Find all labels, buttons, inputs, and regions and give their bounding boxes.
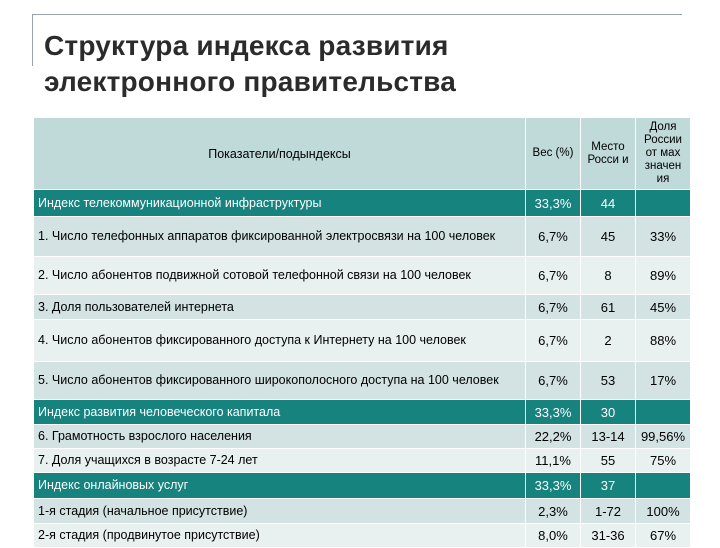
title-frame-left xyxy=(32,14,33,66)
row-label: Индекс развития человеческого капитала xyxy=(34,400,526,425)
table-row xyxy=(34,499,691,524)
table-row-section-online-services xyxy=(34,473,691,499)
slide-title-line-1: Структура индекса развития xyxy=(44,30,449,61)
row-place: 31-36 xyxy=(581,524,636,548)
row-share: 17% xyxy=(636,362,691,400)
row-weight: 33,3% xyxy=(526,473,581,499)
header-indicator: Показатели/подындексы xyxy=(34,118,526,190)
row-place: 30 xyxy=(581,400,636,425)
row-weight: 6,7% xyxy=(526,257,581,295)
row-share: 100% xyxy=(636,499,691,524)
row-share xyxy=(636,400,691,425)
row-weight: 8,0% xyxy=(526,524,581,548)
row-place: 2 xyxy=(581,320,636,362)
row-weight: 33,3% xyxy=(526,400,581,425)
table-row xyxy=(34,320,691,362)
table-row xyxy=(34,425,691,449)
row-label: Индекс телекоммуникационной инфраструктуры xyxy=(34,190,526,217)
row-share xyxy=(636,190,691,217)
row-weight: 2,3% xyxy=(526,499,581,524)
row-share: 99,56% xyxy=(636,425,691,449)
row-label: 7. Доля учащихся в возрасте 7-24 лет xyxy=(34,449,526,473)
table-row xyxy=(34,295,691,320)
row-weight: 6,7% xyxy=(526,295,581,320)
table-row xyxy=(34,217,691,257)
slide-title-line-2: электронного правительства xyxy=(44,66,456,97)
header-share: Доля России от мах значен ия xyxy=(636,118,691,190)
row-label: Индекс онлайновых услуг xyxy=(34,473,526,499)
egov-index-table xyxy=(33,117,691,548)
table-row xyxy=(34,257,691,295)
header-place: Место Росси и xyxy=(581,118,636,190)
row-label: 2. Число абонентов подвижной сотовой телефонной связи на 100 человек xyxy=(34,257,526,295)
row-weight: 11,1% xyxy=(526,449,581,473)
row-place: 61 xyxy=(581,295,636,320)
row-share: 33% xyxy=(636,217,691,257)
row-weight: 22,2% xyxy=(526,425,581,449)
table-row xyxy=(34,362,691,400)
table-row-section-telecom xyxy=(34,190,691,217)
row-place: 37 xyxy=(581,473,636,499)
row-place: 53 xyxy=(581,362,636,400)
row-share: 45% xyxy=(636,295,691,320)
row-share xyxy=(636,473,691,499)
row-weight: 33,3% xyxy=(526,190,581,217)
row-place: 1-72 xyxy=(581,499,636,524)
row-place: 8 xyxy=(581,257,636,295)
row-share: 89% xyxy=(636,257,691,295)
row-share: 88% xyxy=(636,320,691,362)
slide-title xyxy=(44,28,664,100)
table-row xyxy=(34,524,691,548)
row-label: 5. Число абонентов фиксированного широкополосного доступа на 100 человек xyxy=(34,362,526,400)
row-place: 13-14 xyxy=(581,425,636,449)
row-weight: 6,7% xyxy=(526,362,581,400)
table-row xyxy=(34,449,691,473)
title-frame-top xyxy=(32,14,682,15)
row-weight: 6,7% xyxy=(526,217,581,257)
row-label: 3. Доля пользователей интернета xyxy=(34,295,526,320)
row-label: 1-я стадия (начальное присутствие) xyxy=(34,499,526,524)
row-label: 2-я стадия (продвинутое присутствие) xyxy=(34,524,526,548)
table-header-row xyxy=(34,118,691,190)
row-place: 55 xyxy=(581,449,636,473)
table-row-section-human-capital xyxy=(34,400,691,425)
row-label: 4. Число абонентов фиксированного доступа к Интернету на 100 человек xyxy=(34,320,526,362)
header-weight: Вес (%) xyxy=(526,118,581,190)
row-weight: 6,7% xyxy=(526,320,581,362)
row-label: 6. Грамотность взрослого населения xyxy=(34,425,526,449)
row-label: 1. Число телефонных аппаратов фиксированной электросвязи на 100 человек xyxy=(34,217,526,257)
row-share: 75% xyxy=(636,449,691,473)
row-place: 45 xyxy=(581,217,636,257)
row-share: 67% xyxy=(636,524,691,548)
row-place: 44 xyxy=(581,190,636,217)
